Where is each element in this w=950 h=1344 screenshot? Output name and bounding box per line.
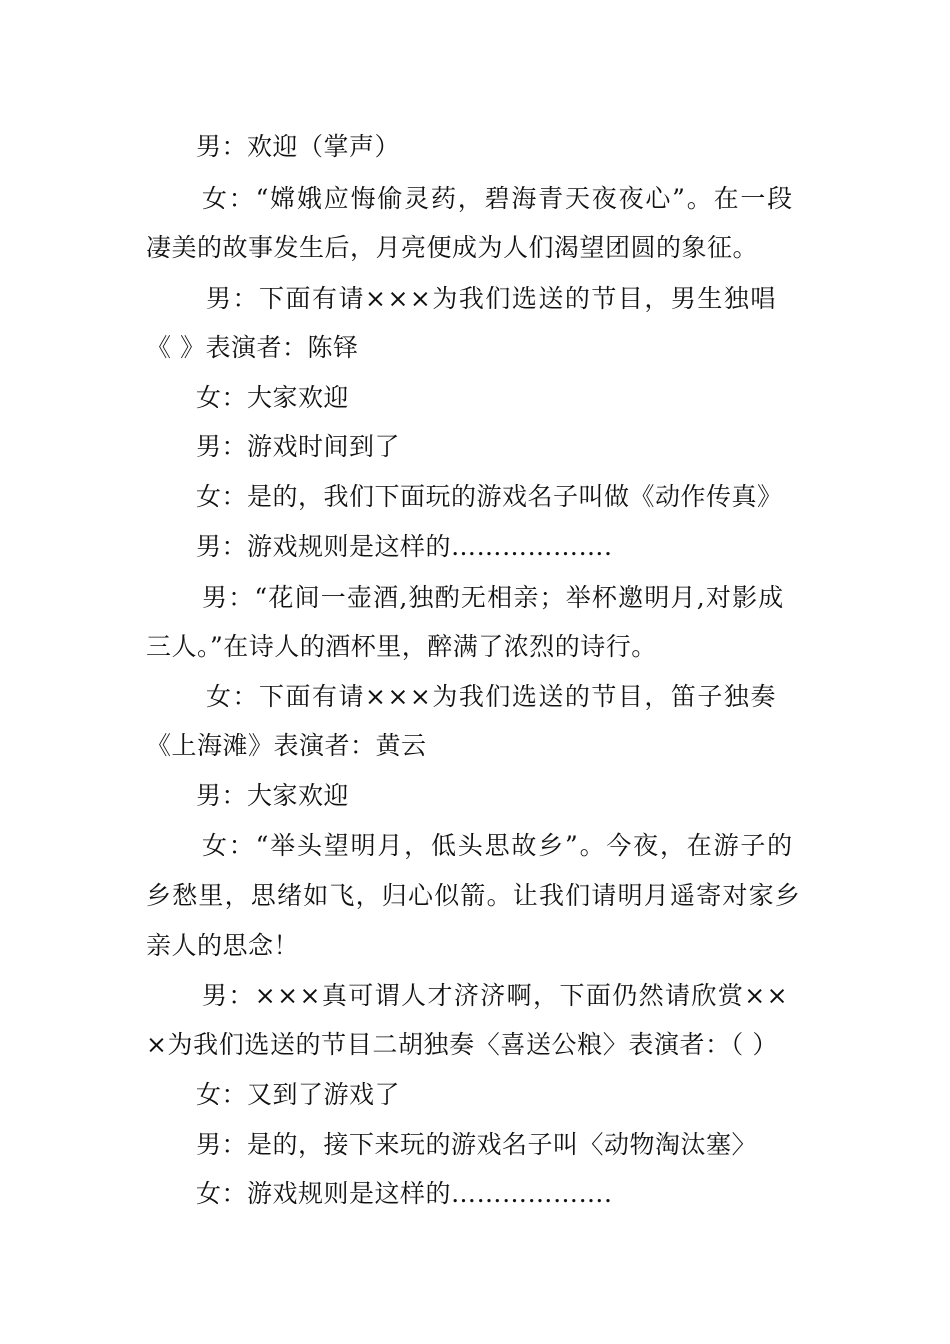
script-line: 女：“嫦娥应悔偷灵药，碧海青天夜夜心”。在一段 xyxy=(202,184,794,213)
script-line: 女：游戏规则是这样的………………. xyxy=(196,1179,613,1208)
script-line: 男：游戏规则是这样的………………. xyxy=(196,532,613,561)
script-line: 女：下面有请×××为我们选送的节目，笛子独奏 xyxy=(206,682,777,711)
script-line: 男：×××真可谓人才济济啊，下面仍然请欣赏×× xyxy=(202,981,789,1010)
script-line: 《 》表演者：陈铎 xyxy=(146,333,359,362)
script-line: ×为我们选送的节目二胡独奏〈喜送公粮〉表演者：（ ） xyxy=(146,1030,778,1059)
script-line: 女：又到了游戏了 xyxy=(196,1080,401,1109)
script-line: 男：游戏时间到了 xyxy=(196,432,401,461)
script-line: 亲人的思念！ xyxy=(146,931,300,960)
script-line: 男：是的，接下来玩的游戏名子叫〈动物淘汰塞〉 xyxy=(196,1130,758,1159)
script-line: 男：大家欢迎 xyxy=(196,781,350,810)
script-line: 《上海滩》表演者：黄云 xyxy=(146,731,427,760)
script-line: 三人。”在诗人的酒杯里，醉满了浓烈的诗行。 xyxy=(146,632,657,661)
script-line: 男：欢迎（掌声） xyxy=(196,132,401,161)
script-line: 男：“花间一壶酒,独酌无相亲；举杯邀明月,对影成 xyxy=(202,583,785,612)
script-line: 乡愁里，思绪如飞，归心似箭。让我们请明月遥寄对家乡 xyxy=(146,881,802,910)
script-line: 男：下面有请×××为我们选送的节目，男生独唱 xyxy=(206,284,777,313)
script-line: 女：“举头望明月，低头思故乡”。今夜，在游子的 xyxy=(202,831,794,860)
script-line: 女：是的，我们下面玩的游戏名子叫做《动作传真》 xyxy=(196,482,783,511)
script-line: 凄美的故事发生后，月亮便成为人们渴望团圆的象征。 xyxy=(146,233,759,262)
script-line: 女：大家欢迎 xyxy=(196,383,350,412)
